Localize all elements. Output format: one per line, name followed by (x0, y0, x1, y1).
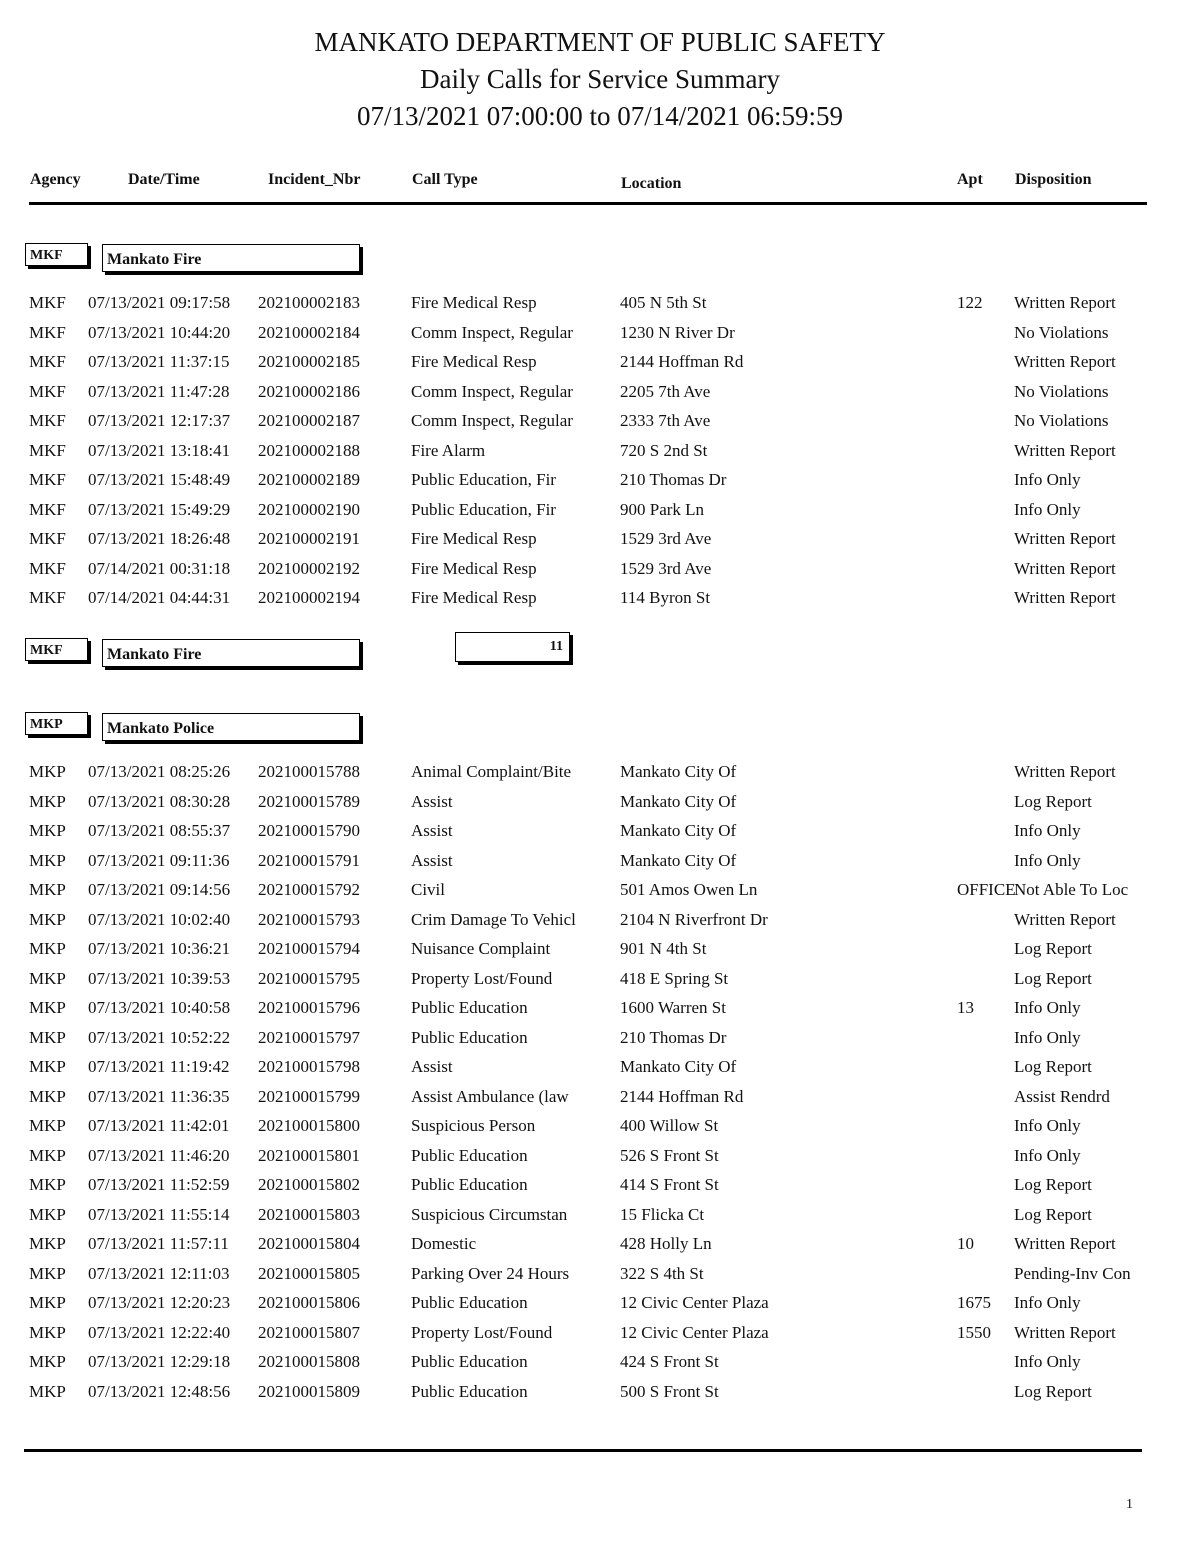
cell-datetime: 07/13/2021 11:55:14 (88, 1204, 230, 1224)
cell-incident: 202100002188 (258, 440, 360, 460)
cell-location: 2205 7th Ave (620, 381, 711, 401)
cell-calltype: Public Education (411, 1381, 528, 1401)
cell-agency: MKP (29, 1293, 66, 1312)
cell-location: 1230 N River Dr (620, 322, 735, 342)
police-calls-table (0, 762, 1200, 1411)
cell-apt: 1675 (957, 1293, 991, 1312)
cell-agency: MKP (29, 909, 66, 929)
cell-datetime: 07/13/2021 11:47:28 (88, 381, 230, 401)
cell-agency: MKF (29, 529, 66, 548)
table-row (0, 762, 1200, 792)
cell-incident: 202100002185 (258, 352, 360, 371)
cell-datetime: 07/14/2021 04:44:31 (88, 588, 231, 607)
cell-disposition: Written Report (1014, 352, 1116, 371)
table-row (0, 969, 1200, 999)
cell-apt: 122 (957, 293, 983, 312)
cell-agency: MKP (29, 1057, 66, 1076)
group-code: MKF (25, 638, 88, 661)
cell-incident: 202100015802 (258, 1175, 360, 1194)
cell-disposition: Info Only (1014, 470, 1081, 489)
cell-incident: 202100002192 (258, 558, 360, 578)
cell-calltype: Public Education (411, 998, 528, 1017)
cell-incident: 202100002184 (258, 322, 360, 342)
cell-agency: MKP (29, 1234, 66, 1253)
cell-incident: 202100015804 (258, 1234, 360, 1253)
cell-apt: 10 (957, 1234, 974, 1253)
cell-agency: MKF (29, 293, 66, 312)
cell-calltype: Parking Over 24 Hours (411, 1263, 570, 1283)
col-header-datetime: Date/Time (128, 171, 200, 188)
cell-location: 414 S Front St (620, 1175, 719, 1194)
cell-calltype: Fire Medical Resp (411, 352, 537, 371)
cell-incident: 202100015793 (258, 909, 360, 929)
cell-agency: MKP (29, 1145, 66, 1165)
cell-location: 2104 N Riverfront Dr (620, 909, 768, 929)
cell-calltype: Domestic (411, 1234, 477, 1253)
cell-calltype: Fire Medical Resp (411, 529, 537, 548)
fire-call-count: 11 (455, 632, 570, 662)
cell-incident: 202100015808 (258, 1352, 360, 1371)
cell-location: 901 N 4th St (620, 939, 707, 958)
cell-agency: MKP (29, 880, 66, 899)
cell-location: 210 Thomas Dr (620, 470, 727, 489)
cell-datetime: 07/13/2021 09:14:56 (88, 880, 231, 899)
table-row (0, 880, 1200, 910)
cell-agency: MKP (29, 1263, 66, 1283)
cell-calltype: Assist (411, 821, 453, 840)
cell-agency: MKP (29, 1086, 66, 1106)
cell-location: 12 Civic Center Plaza (620, 1293, 769, 1312)
cell-disposition: Info Only (1014, 1293, 1081, 1312)
cell-calltype: Civil (411, 880, 446, 899)
cell-datetime: 07/13/2021 08:55:37 (88, 821, 231, 840)
cell-agency: MKP (29, 821, 66, 840)
table-row (0, 1382, 1200, 1412)
cell-agency: MKF (29, 322, 66, 342)
cell-datetime: 07/13/2021 09:11:36 (88, 850, 230, 870)
cell-calltype: Property Lost/Found (411, 1322, 553, 1342)
cell-disposition: Info Only (1014, 1145, 1081, 1165)
table-row (0, 382, 1200, 412)
cell-location: 900 Park Ln (620, 499, 705, 519)
cell-location: 114 Byron St (620, 588, 711, 607)
cell-calltype: Nuisance Complaint (411, 939, 551, 958)
cell-incident: 202100002183 (258, 293, 360, 312)
cell-incident: 202100002186 (258, 381, 360, 401)
cell-location: Mankato City Of (620, 850, 737, 870)
cell-incident: 202100015807 (258, 1322, 360, 1342)
report-date-range: 07/13/2021 07:00:00 to 07/14/2021 06:59:59 (356, 101, 843, 131)
table-row (0, 293, 1200, 323)
cell-incident: 202100015805 (258, 1263, 360, 1283)
cell-datetime: 07/13/2021 09:17:58 (88, 293, 231, 312)
cell-agency: MKP (29, 1381, 66, 1401)
cell-calltype: Comm Inspect, Regular (411, 381, 573, 401)
cell-calltype: Public Education, Fir (411, 499, 556, 519)
cell-datetime: 07/13/2021 18:26:48 (88, 529, 231, 548)
cell-apt: OFFICE (957, 880, 1016, 899)
table-row (0, 792, 1200, 822)
cell-agency: MKF (29, 470, 66, 489)
cell-datetime: 07/13/2021 10:52:22 (88, 1027, 231, 1047)
cell-disposition: Info Only (1014, 998, 1081, 1017)
col-header-agency: Agency (30, 171, 81, 188)
cell-disposition: Log Report (1014, 939, 1092, 958)
cell-disposition: Written Report (1014, 1234, 1116, 1253)
footer-divider (24, 1449, 1142, 1452)
cell-datetime: 07/13/2021 11:42:01 (88, 1116, 230, 1135)
cell-incident: 202100015800 (258, 1116, 360, 1135)
cell-calltype: Assist (411, 1057, 453, 1076)
col-header-apt: Apt (957, 171, 983, 188)
cell-datetime: 07/13/2021 12:11:03 (88, 1263, 230, 1283)
table-row (0, 352, 1200, 382)
cell-datetime: 07/13/2021 10:39:53 (88, 968, 231, 988)
cell-disposition: No Violations (1014, 381, 1109, 401)
cell-incident: 202100002190 (258, 499, 360, 519)
cell-disposition: Pending-Inv Con (1014, 1263, 1131, 1283)
cell-location: Mankato City Of (620, 821, 737, 840)
cell-incident: 202100015790 (258, 821, 360, 840)
cell-location: Mankato City Of (620, 762, 737, 781)
table-row (0, 1264, 1200, 1294)
cell-agency: MKP (29, 1204, 66, 1224)
cell-datetime: 07/13/2021 08:30:28 (88, 791, 231, 811)
cell-calltype: Public Education (411, 1175, 528, 1194)
table-row (0, 1352, 1200, 1382)
cell-location: Mankato City Of (620, 1057, 737, 1076)
cell-calltype: Assist (411, 791, 453, 811)
cell-calltype: Public Education (411, 1027, 528, 1047)
cell-apt: 1550 (957, 1322, 991, 1342)
cell-incident: 202100002189 (258, 470, 360, 489)
cell-incident: 202100015788 (258, 762, 360, 781)
cell-incident: 202100015795 (258, 968, 360, 988)
cell-location: 500 S Front St (620, 1381, 719, 1401)
cell-agency: MKP (29, 968, 66, 988)
cell-incident: 202100002187 (258, 411, 360, 430)
cell-datetime: 07/13/2021 10:44:20 (88, 322, 231, 342)
cell-disposition: Written Report (1014, 558, 1116, 578)
cell-disposition: Written Report (1014, 440, 1116, 460)
cell-agency: MKP (29, 1352, 66, 1371)
cell-agency: MKF (29, 381, 66, 401)
cell-disposition: Info Only (1014, 1027, 1081, 1047)
cell-datetime: 07/13/2021 12:48:56 (88, 1381, 231, 1401)
cell-calltype: Crim Damage To Vehicl (411, 909, 576, 929)
cell-location: 418 E Spring St (620, 968, 729, 988)
cell-datetime: 07/13/2021 15:49:29 (88, 499, 231, 519)
cell-datetime: 07/13/2021 11:52:59 (88, 1175, 230, 1194)
cell-incident: 202100015798 (258, 1057, 360, 1076)
cell-calltype: Public Education (411, 1293, 528, 1312)
cell-location: 720 S 2nd St (620, 440, 708, 460)
cell-datetime: 07/13/2021 12:22:40 (88, 1322, 231, 1342)
table-row (0, 1057, 1200, 1087)
group-footer-fire (25, 638, 365, 670)
cell-incident: 202100015803 (258, 1204, 360, 1224)
cell-incident: 202100015799 (258, 1086, 360, 1106)
cell-location: 424 S Front St (620, 1352, 719, 1371)
cell-incident: 202100015797 (258, 1027, 360, 1047)
cell-incident: 202100015789 (258, 791, 360, 811)
table-row (0, 1175, 1200, 1205)
cell-calltype: Public Education (411, 1352, 528, 1371)
cell-datetime: 07/14/2021 00:31:18 (88, 558, 231, 578)
cell-datetime: 07/13/2021 15:48:49 (88, 470, 231, 489)
cell-disposition: Written Report (1014, 293, 1116, 312)
cell-incident: 202100015809 (258, 1381, 360, 1401)
cell-location: 428 Holly Ln (620, 1234, 712, 1253)
cell-apt: 13 (957, 998, 974, 1017)
cell-agency: MKP (29, 1175, 66, 1194)
group-code: MKF (25, 243, 88, 266)
cell-incident: 202100015794 (258, 939, 360, 958)
cell-disposition: Log Report (1014, 1175, 1092, 1194)
fire-calls-table (0, 293, 1200, 618)
cell-location: 210 Thomas Dr (620, 1027, 727, 1047)
table-row (0, 1205, 1200, 1235)
cell-agency: MKP (29, 791, 66, 811)
table-row (0, 1146, 1200, 1176)
group-name: Mankato Police (102, 713, 360, 741)
group-header-fire (25, 243, 365, 275)
table-row (0, 441, 1200, 471)
cell-location: 15 Flicka Ct (620, 1204, 705, 1224)
cell-location: 1529 3rd Ave (620, 529, 712, 548)
cell-agency: MKF (29, 411, 66, 430)
cell-incident: 202100002194 (258, 588, 360, 607)
cell-incident: 202100002191 (258, 529, 360, 548)
cell-agency: MKP (29, 1322, 66, 1342)
cell-agency: MKP (29, 850, 66, 870)
cell-disposition: Written Report (1014, 1322, 1116, 1342)
cell-location: 1600 Warren St (620, 998, 726, 1017)
cell-datetime: 07/13/2021 11:36:35 (88, 1086, 230, 1106)
table-row (0, 470, 1200, 500)
report-org-title: MANKATO DEPARTMENT OF PUBLIC SAFETY (314, 27, 886, 57)
cell-agency: MKP (29, 939, 66, 958)
cell-calltype: Animal Complaint/Bite (411, 762, 572, 781)
cell-calltype: Public Education (411, 1145, 528, 1165)
table-row (0, 323, 1200, 353)
cell-disposition: Written Report (1014, 529, 1116, 548)
cell-disposition: Info Only (1014, 499, 1081, 519)
cell-calltype: Comm Inspect, Regular (411, 322, 573, 342)
table-row (0, 939, 1200, 969)
cell-calltype: Suspicious Circumstan (411, 1204, 568, 1224)
cell-location: 501 Amos Owen Ln (620, 880, 758, 899)
table-row (0, 821, 1200, 851)
cell-location: 400 Willow St (620, 1116, 719, 1135)
cell-disposition: Log Report (1014, 968, 1092, 988)
cell-disposition: Written Report (1014, 909, 1116, 929)
cell-location: 526 S Front St (620, 1145, 719, 1165)
cell-incident: 202100015791 (258, 850, 360, 870)
table-row (0, 1116, 1200, 1146)
cell-disposition: Log Report (1014, 1057, 1092, 1076)
cell-calltype: Public Education, Fir (411, 470, 556, 489)
cell-location: 2333 7th Ave (620, 411, 711, 430)
cell-datetime: 07/13/2021 12:17:37 (88, 411, 231, 430)
col-header-disposition: Disposition (1015, 171, 1092, 188)
cell-incident: 202100015796 (258, 998, 360, 1017)
cell-location: 2144 Hoffman Rd (620, 1086, 744, 1106)
cell-datetime: 07/13/2021 10:40:58 (88, 998, 231, 1017)
cell-agency: MKF (29, 499, 66, 519)
group-code: MKP (25, 712, 88, 735)
cell-disposition: Written Report (1014, 762, 1116, 781)
table-row (0, 588, 1200, 618)
cell-disposition: No Violations (1014, 322, 1109, 342)
cell-agency: MKP (29, 998, 66, 1017)
cell-disposition: Written Report (1014, 588, 1116, 607)
cell-datetime: 07/13/2021 12:29:18 (88, 1352, 231, 1371)
cell-datetime: 07/13/2021 11:37:15 (88, 352, 230, 371)
cell-calltype: Fire Medical Resp (411, 588, 537, 607)
group-name: Mankato Fire (102, 244, 360, 272)
cell-calltype: Property Lost/Found (411, 968, 553, 988)
cell-calltype: Comm Inspect, Regular (411, 411, 573, 430)
cell-datetime: 07/13/2021 13:18:41 (88, 440, 231, 460)
cell-incident: 202100015801 (258, 1145, 360, 1165)
table-row (0, 1087, 1200, 1117)
cell-agency: MKF (29, 352, 66, 371)
cell-disposition: Log Report (1014, 791, 1092, 811)
table-row (0, 1028, 1200, 1058)
table-row (0, 500, 1200, 530)
cell-datetime: 07/13/2021 11:57:11 (88, 1234, 229, 1253)
cell-disposition: Log Report (1014, 1381, 1092, 1401)
cell-disposition: Info Only (1014, 1352, 1081, 1371)
cell-calltype: Suspicious Person (411, 1116, 536, 1135)
cell-location: 405 N 5th St (620, 293, 707, 312)
cell-datetime: 07/13/2021 11:46:20 (88, 1145, 230, 1165)
cell-agency: MKP (29, 1116, 66, 1135)
report-title: Daily Calls for Service Summary (420, 64, 780, 94)
table-row (0, 910, 1200, 940)
cell-incident: 202100015806 (258, 1293, 360, 1312)
cell-disposition: Assist Rendrd (1014, 1086, 1110, 1106)
cell-datetime: 07/13/2021 11:19:42 (88, 1057, 230, 1076)
table-row (0, 529, 1200, 559)
table-row (0, 1293, 1200, 1323)
cell-datetime: 07/13/2021 08:25:26 (88, 762, 231, 781)
cell-calltype: Fire Medical Resp (411, 293, 537, 312)
cell-agency: MKF (29, 588, 66, 607)
table-row (0, 1323, 1200, 1353)
header-divider (29, 202, 1147, 205)
cell-location: 1529 3rd Ave (620, 558, 712, 578)
col-header-incident: Incident_Nbr (268, 171, 361, 188)
cell-agency: MKF (29, 440, 66, 460)
table-row (0, 998, 1200, 1028)
cell-agency: MKF (29, 558, 66, 578)
cell-agency: MKP (29, 762, 66, 781)
col-header-location: Location (621, 175, 682, 192)
cell-location: 322 S 4th St (620, 1263, 704, 1283)
cell-calltype: Fire Alarm (411, 440, 486, 460)
cell-calltype: Assist (411, 850, 453, 870)
cell-disposition: Not Able To Loc (1014, 880, 1129, 899)
col-header-calltype: Call Type (412, 171, 478, 188)
cell-disposition: No Violations (1014, 411, 1109, 430)
table-row (0, 411, 1200, 441)
cell-agency: MKP (29, 1027, 66, 1047)
cell-calltype: Assist Ambulance (law (411, 1086, 569, 1106)
table-row (0, 851, 1200, 881)
cell-incident: 202100015792 (258, 880, 360, 899)
cell-disposition: Log Report (1014, 1204, 1092, 1224)
group-name: Mankato Fire (102, 639, 360, 667)
cell-location: Mankato City Of (620, 791, 737, 811)
cell-disposition: Info Only (1014, 850, 1081, 870)
table-row (0, 559, 1200, 589)
cell-disposition: Info Only (1014, 821, 1081, 840)
cell-datetime: 07/13/2021 12:20:23 (88, 1293, 231, 1312)
cell-datetime: 07/13/2021 10:02:40 (88, 909, 231, 929)
cell-disposition: Info Only (1014, 1116, 1081, 1135)
cell-calltype: Fire Medical Resp (411, 558, 537, 578)
group-header-police (25, 712, 365, 744)
cell-location: 2144 Hoffman Rd (620, 352, 744, 371)
table-row (0, 1234, 1200, 1264)
page-number: 1 (1126, 1497, 1133, 1512)
cell-datetime: 07/13/2021 10:36:21 (88, 939, 231, 958)
cell-location: 12 Civic Center Plaza (620, 1322, 769, 1342)
